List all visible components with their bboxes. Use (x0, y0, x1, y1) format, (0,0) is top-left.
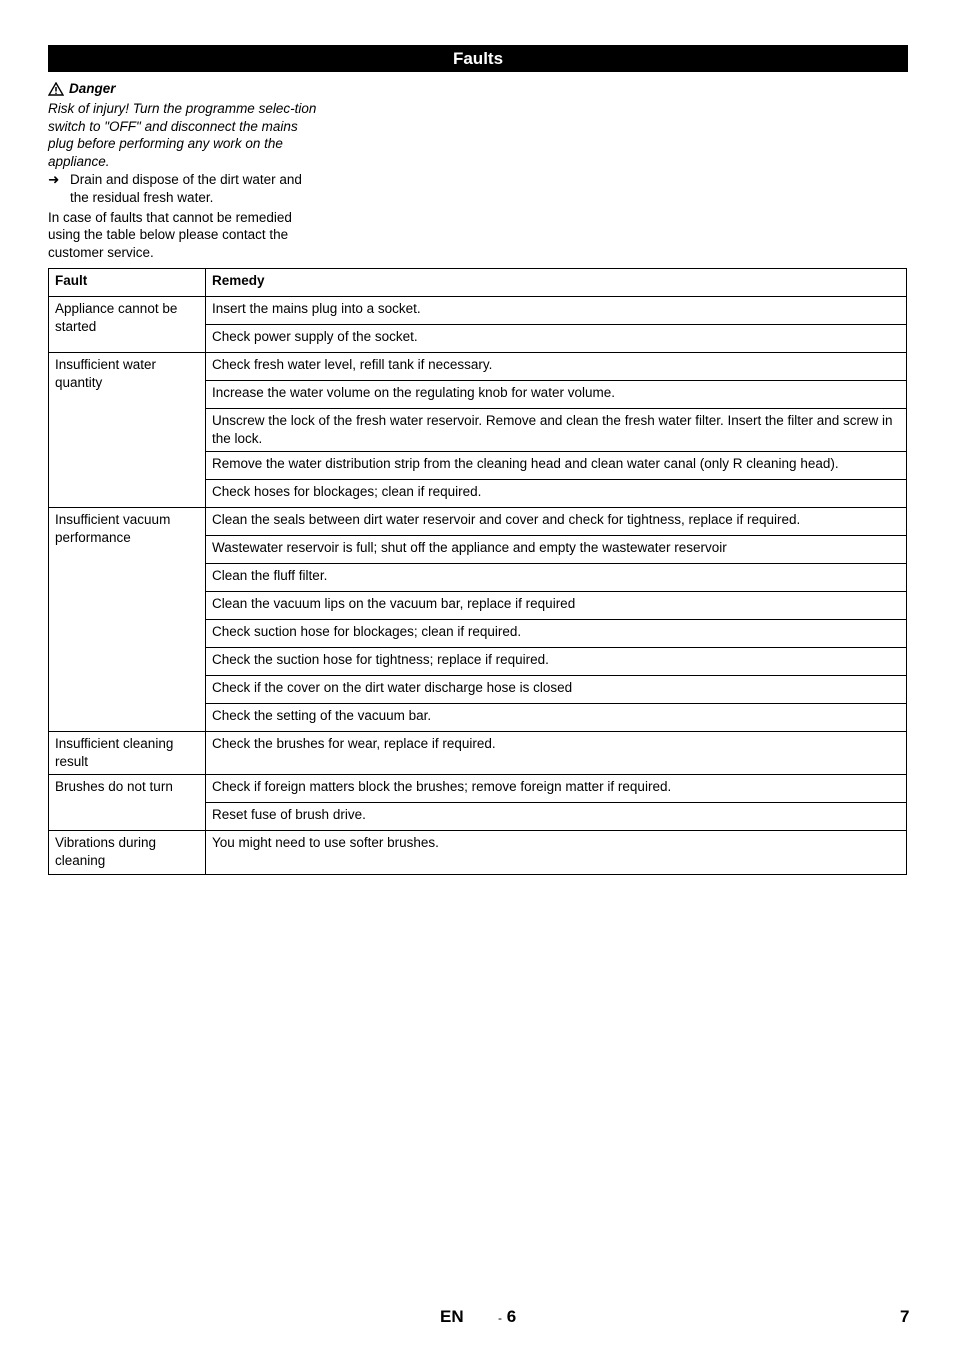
remedy-cell: Check hoses for blockages; clean if required. (206, 480, 907, 508)
footer-page-number (498, 1307, 516, 1327)
table-row (49, 297, 907, 325)
warning-triangle-icon (48, 82, 64, 96)
footer-page-dash: - (498, 1311, 502, 1325)
fault-cell: Insufficient vacuum performance (49, 508, 206, 732)
remedy-cell: Clean the vacuum lips on the vacuum bar, replace if required (206, 592, 907, 620)
remedy-cell: Clean the fluff filter. (206, 564, 907, 592)
section-title: Faults (48, 45, 908, 72)
header-fault: Fault (49, 269, 206, 297)
header-remedy: Remedy (206, 269, 907, 297)
danger-heading-row (48, 80, 323, 98)
fault-cell: Brushes do not turn (49, 775, 206, 831)
table-header-row (49, 269, 907, 297)
table-row (49, 508, 907, 536)
remedy-cell: Insert the mains plug into a socket. (206, 297, 907, 325)
remedy-cell: Check fresh water level, refill tank if necessary. (206, 353, 907, 381)
faults-table-body (49, 297, 907, 875)
remedy-cell: Increase the water volume on the regulating knob for water volume. (206, 381, 907, 409)
fault-cell: Insufficient water quantity (49, 353, 206, 508)
instruction-step (48, 171, 323, 207)
table-row (49, 831, 907, 874)
table-row (49, 775, 907, 803)
danger-heading: Danger (69, 81, 116, 96)
table-row (49, 732, 907, 775)
remedy-cell: Check the setting of the vacuum bar. (206, 704, 907, 732)
remedy-cell: Check if the cover on the dirt water discharge hose is closed (206, 676, 907, 704)
remedy-cell: Check suction hose for blockages; clean if required. (206, 620, 907, 648)
fault-cell: Insufficient cleaning result (49, 732, 206, 775)
remedy-cell: Check power supply of the socket. (206, 325, 907, 353)
table-row (49, 353, 907, 381)
footer-sheet-number: 7 (900, 1307, 910, 1326)
remedy-cell: Reset fuse of brush drive. (206, 803, 907, 831)
remedy-cell: Remove the water distribution strip from the cleaning head and clean water canal (only R cleaning head). (206, 452, 907, 480)
intro-text: In case of faults that cannot be remedied using the table below please contact the customer service. (48, 209, 292, 261)
footer-page-num: 6 (506, 1307, 517, 1326)
remedy-cell: Wastewater reservoir is full; shut off the appliance and empty the wastewater reservoir (206, 536, 907, 564)
remedy-cell: Unscrew the lock of the fresh water reservoir. Remove and clean the fresh water filter. Insert the filter and screw in the lock. (206, 409, 907, 452)
safety-notice (48, 80, 323, 262)
remedy-cell: Clean the seals between dirt water reservoir and cover and check for tightness, replace if required. (206, 508, 907, 536)
instruction-text: Drain and dispose of the dirt water and the residual fresh water. (70, 171, 302, 205)
danger-text: Risk of injury! Turn the programme selec-tion switch to "OFF" and disconnect the mains plug before performing any work on the appliance. (48, 100, 317, 170)
remedy-cell: You might need to use softer brushes. (206, 831, 907, 874)
fault-cell: Appliance cannot be started (49, 297, 206, 353)
remedy-cell: Check if foreign matters block the brushes; remove foreign matter if required. (206, 775, 907, 803)
fault-cell: Vibrations during cleaning (49, 831, 206, 874)
remedy-cell: Check the suction hose for tightness; replace if required. (206, 648, 907, 676)
faults-table (48, 268, 907, 875)
footer-language: EN (440, 1307, 464, 1326)
remedy-cell: Check the brushes for wear, replace if required. (206, 732, 907, 775)
arrow-right-icon: ➜ (48, 171, 60, 187)
